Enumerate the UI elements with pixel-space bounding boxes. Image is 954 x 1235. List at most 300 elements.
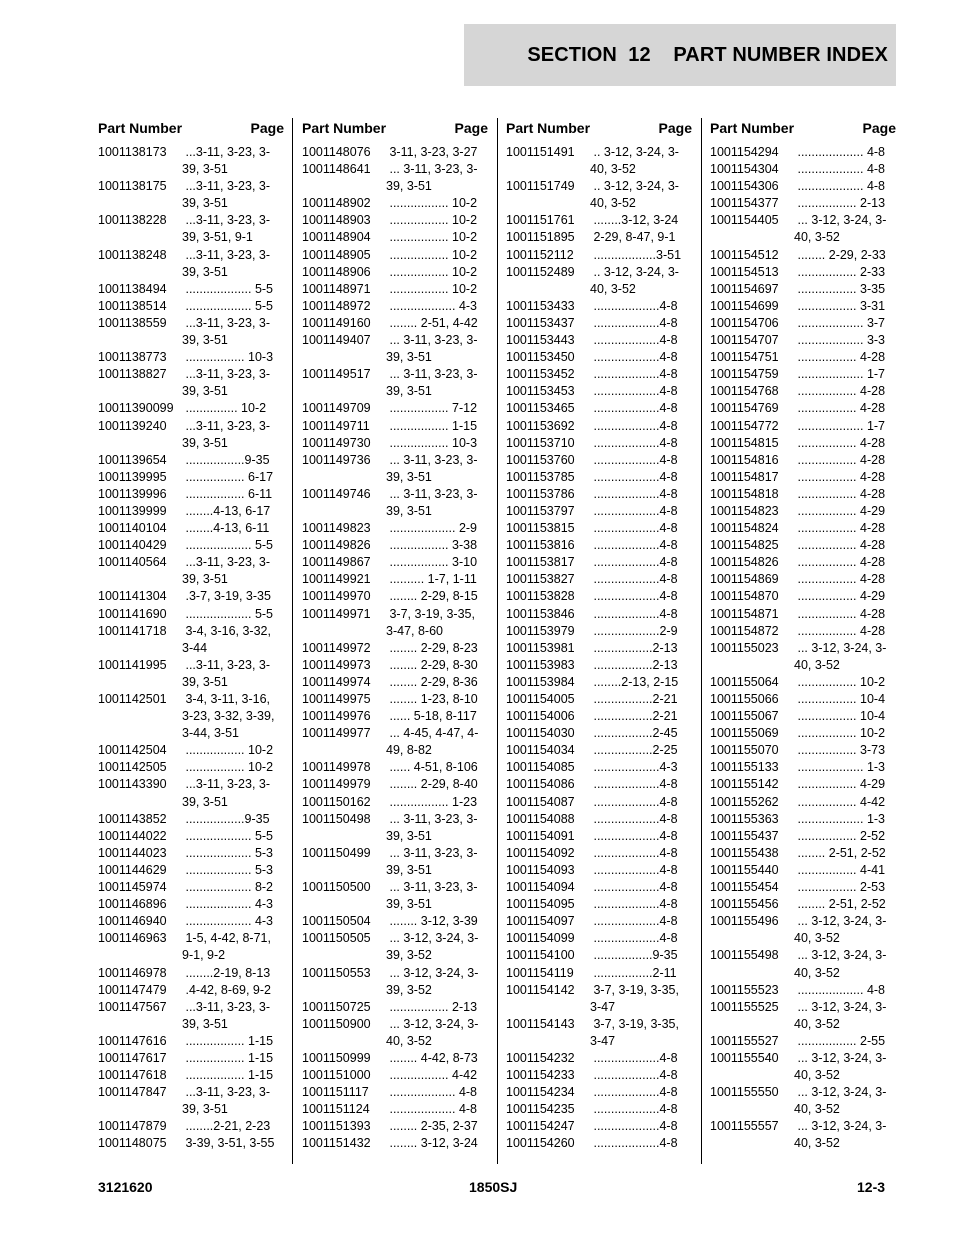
part-number: 1001154815	[710, 435, 779, 450]
part-number: 1001149709	[302, 401, 371, 416]
index-entry	[506, 725, 692, 742]
index-entry	[506, 503, 692, 520]
page-reference: ................. 10-3	[182, 350, 274, 365]
page-reference: ........ 2-29, 8-23	[386, 640, 478, 655]
page-reference: ...................4-8	[590, 401, 678, 416]
index-entry	[302, 1050, 488, 1067]
part-number: 1001145974	[98, 880, 167, 895]
part-number: 1001151000	[302, 1068, 371, 1083]
page-reference: ................. 1-15	[182, 1033, 274, 1048]
part-number: 1001147618	[98, 1068, 167, 1083]
part-number: 1001151432	[302, 1136, 371, 1151]
index-entry	[506, 571, 692, 588]
page-reference: 3-7, 3-19, 3-35, 3-47	[590, 1016, 679, 1048]
index-entry	[710, 1050, 896, 1084]
part-number: 1001151491	[506, 145, 575, 159]
page-reference: ... 3-12, 3-24, 3- 40, 3-52	[386, 1016, 479, 1048]
part-number: 1001154870	[710, 589, 779, 604]
index-entry	[98, 1084, 284, 1118]
part-number: 1001144022	[98, 828, 167, 843]
part-number: 1001154513	[710, 264, 779, 279]
index-entry	[98, 400, 284, 417]
page-reference: ........ 2-29, 2-33	[794, 247, 886, 262]
part-number: 1001154817	[710, 469, 779, 484]
index-entry	[302, 1067, 488, 1084]
part-number: 1001155456	[710, 897, 779, 912]
page-reference: ................... 5-3	[182, 845, 274, 860]
page-reference: ................. 10-2	[386, 264, 478, 279]
part-number: 1001147567	[98, 999, 167, 1014]
index-entry	[302, 144, 488, 161]
page-reference: ................. 1-15	[386, 418, 478, 433]
page-reference: ...................4-8	[590, 828, 678, 843]
page-reference: ................... 1-3	[794, 760, 886, 775]
index-entry	[302, 366, 488, 400]
page-reference: ...................4-8	[590, 931, 678, 946]
part-number: 1001148902	[302, 196, 371, 211]
index-entry	[710, 845, 896, 862]
part-number: 1001153786	[506, 486, 575, 501]
page-reference: ................. 10-2	[386, 247, 478, 262]
page-reference: .4-42, 8-69, 9-2	[182, 982, 271, 997]
index-entry	[302, 606, 488, 640]
page-reference: ................. 2-53	[794, 880, 886, 895]
index-entry	[710, 537, 896, 554]
index-entry	[506, 896, 692, 913]
page-reference: ...................4-8	[590, 486, 678, 501]
page-reference: ................... 4-3	[182, 914, 274, 929]
index-entry	[506, 913, 692, 930]
part-number: 1001141304	[98, 589, 167, 604]
page-reference: ................. 10-2	[794, 726, 886, 741]
part-number: 1001148971	[302, 281, 371, 296]
part-number: 1001152489	[506, 264, 575, 279]
part-number: 1001148904	[302, 230, 371, 245]
page-reference: 3-11, 3-23, 3-27	[386, 145, 478, 159]
index-column-3	[506, 118, 692, 1153]
index-entry	[506, 776, 692, 793]
index-entry	[98, 349, 284, 366]
index-entry	[302, 725, 488, 759]
part-number: 1001155440	[710, 862, 779, 877]
page-reference: ...................4-8	[590, 521, 678, 536]
page-reference: ........ 2-29, 8-36	[386, 674, 478, 689]
part-number: 1001151117	[302, 1085, 369, 1100]
part-number: 1001153979	[506, 623, 575, 638]
footer-doc-number: 3121620	[98, 1179, 153, 1195]
part-number: 1001154085	[506, 760, 575, 775]
page-reference: ...................4-8	[590, 794, 678, 809]
part-number: 1001150504	[302, 914, 371, 929]
part-number: 1001154706	[710, 315, 779, 330]
page-reference: ...................4-8	[590, 418, 678, 433]
part-number: 1001155066	[710, 692, 779, 706]
part-number: 1001154512	[710, 247, 779, 262]
index-entry	[710, 725, 896, 742]
index-entry	[506, 229, 692, 246]
index-entry	[98, 298, 284, 315]
index-entry	[710, 879, 896, 896]
part-number: 1001141718	[98, 623, 167, 638]
part-number: 1001149517	[302, 367, 371, 382]
footer-page-number: 12-3	[857, 1179, 886, 1195]
page-reference: ................. 1-23	[386, 794, 478, 809]
part-number: 1001155527	[710, 1033, 779, 1048]
page-reference: 3-4, 3-11, 3-16, 3-23, 3-32, 3-39, 3-44, 3-51	[182, 692, 275, 741]
index-entry	[710, 674, 896, 691]
page-reference: ...... 4-51, 8-106	[386, 760, 478, 775]
part-number: 1001154005	[506, 692, 575, 706]
index-entry	[302, 554, 488, 571]
page-reference: ... 3-11, 3-23, 3- 39, 3-51	[386, 811, 478, 843]
page-reference: ................... 2-9	[386, 521, 478, 536]
part-number: 1001150900	[302, 1016, 371, 1031]
page-reference: ................. 4-28	[794, 606, 886, 621]
page-reference: ................. 4-28	[794, 350, 886, 365]
page-reference: ................. 10-2	[386, 281, 478, 296]
index-entry	[302, 435, 488, 452]
page-reference: ........ 2-29, 8-15	[386, 589, 478, 604]
part-number: 1001153827	[506, 572, 575, 587]
page-reference: .................2-21	[590, 709, 678, 724]
part-number: 1001150505	[302, 931, 371, 946]
index-entry	[710, 982, 896, 999]
page-reference: ................... 4-3	[182, 897, 274, 912]
index-entry	[506, 349, 692, 366]
index-entry	[98, 366, 284, 400]
index-entry	[98, 811, 284, 828]
index-entry	[98, 469, 284, 486]
page-reference: ................. 4-28	[794, 435, 886, 450]
part-number: 1001150999	[302, 1050, 371, 1065]
part-number: 1001153465	[506, 401, 575, 416]
part-number: 1001148641	[302, 162, 371, 177]
part-number: 1001139240	[98, 418, 167, 433]
page-reference: ........ 3-12, 3-24	[386, 1136, 478, 1151]
page-reference: ........ 2-51, 2-52	[794, 845, 886, 860]
index-entry	[98, 144, 284, 178]
index-entry	[506, 264, 692, 298]
part-number: 1001149979	[302, 777, 371, 792]
part-number: 1001141995	[98, 657, 167, 672]
part-number: 1001139654	[98, 452, 167, 467]
page-reference: ................. 4-42	[794, 794, 886, 809]
part-number: 1001140429	[98, 538, 167, 553]
page-reference: ........2-13, 2-15	[590, 674, 679, 689]
index-entry	[710, 640, 896, 674]
page-reference: ...................4-3	[590, 760, 678, 775]
part-number: 1001150553	[302, 965, 371, 980]
part-number: 1001153984	[506, 674, 575, 689]
page-reference: ................. 4-28	[794, 572, 886, 587]
index-entry	[710, 606, 896, 623]
index-entry	[506, 759, 692, 776]
page-reference: ............... 10-2	[182, 401, 267, 416]
page-reference: ................. 10-4	[794, 692, 886, 706]
index-entry	[98, 606, 284, 623]
page-reference: ........3-12, 3-24	[590, 213, 679, 228]
index-entry	[506, 862, 692, 879]
part-number: 1001149711	[302, 418, 370, 433]
index-entry	[302, 571, 488, 588]
part-number: 1001154100	[506, 948, 575, 963]
page-reference: ...................4-8	[590, 538, 678, 553]
index-column-4	[710, 118, 896, 1153]
part-number: 1001154233	[506, 1068, 575, 1083]
part-number: 1001143390	[98, 777, 167, 792]
index-entry	[302, 264, 488, 281]
page-reference: ................. 6-17	[182, 469, 274, 484]
page-reference: ................... 5-5	[182, 606, 274, 621]
index-entry	[302, 1101, 488, 1118]
index-entry	[98, 315, 284, 349]
index-entry	[506, 315, 692, 332]
page-reference: ...................4-8	[590, 1102, 678, 1117]
index-entry	[710, 742, 896, 759]
page-reference: .................2-13	[590, 657, 678, 672]
column-header	[506, 118, 692, 144]
page-reference: ................. 4-28	[794, 452, 886, 467]
part-number: 1001149971	[302, 606, 371, 621]
page-reference: ........ 2-51, 4-42	[386, 315, 478, 330]
part-number: 1001138494	[98, 281, 167, 296]
index-entry	[710, 435, 896, 452]
part-number: 1001149746	[302, 486, 371, 501]
part-number: 1001153453	[506, 384, 575, 399]
part-number: 1001149160	[302, 315, 371, 330]
part-number: 10011390099	[98, 401, 174, 416]
page-reference: ........ 1-23, 8-10	[386, 692, 478, 706]
part-number: 1001151124	[302, 1102, 370, 1117]
index-entry	[98, 896, 284, 913]
part-number: 1001155540	[710, 1050, 779, 1065]
index-column-2	[302, 118, 488, 1153]
page-reference: ...................4-8	[590, 777, 678, 792]
page-reference: ...................4-8	[590, 862, 678, 877]
page-reference: .................9-35	[182, 452, 270, 467]
index-entry	[506, 1016, 692, 1050]
part-number: 1001154093	[506, 862, 575, 877]
part-number: 1001155023	[710, 640, 779, 655]
part-number: 1001149974	[302, 674, 371, 689]
page-reference: ...................4-8	[590, 1050, 678, 1065]
index-entry	[710, 828, 896, 845]
part-number: 1001146896	[98, 897, 167, 912]
page-reference: ...................4-8	[590, 298, 678, 313]
index-entry	[98, 178, 284, 212]
part-number: 1001153452	[506, 367, 575, 382]
index-entry	[710, 811, 896, 828]
part-number: 1001155550	[710, 1085, 779, 1100]
page-reference: ........ 2-29, 8-30	[386, 657, 478, 672]
index-entry	[710, 520, 896, 537]
page-reference: 1-5, 4-42, 8-71, 9-1, 9-2	[182, 931, 271, 963]
part-number: 1001149407	[302, 333, 371, 348]
page-reference: ...................4-8	[590, 435, 678, 450]
page-reference: ...3-11, 3-23, 3- 39, 3-51	[182, 555, 271, 587]
index-entry	[98, 486, 284, 503]
part-number: 1001155498	[710, 948, 779, 963]
page-reference: .................2-11	[590, 965, 677, 980]
page-reference: ...................4-8	[590, 572, 678, 587]
index-entry	[506, 947, 692, 964]
page-reference: ................... 5-5	[182, 828, 274, 843]
page-reference: ................. 3-10	[386, 555, 478, 570]
page-reference: ................... 4-8	[386, 1102, 478, 1117]
index-entry	[506, 452, 692, 469]
index-entry	[506, 1084, 692, 1101]
index-entry	[506, 435, 692, 452]
part-number-heading: Part Number	[98, 120, 183, 136]
index-entry	[710, 195, 896, 212]
index-entry	[302, 691, 488, 708]
page-reference: ........4-13, 6-11	[182, 521, 270, 536]
page-reference: ........ 2-51, 2-52	[794, 897, 886, 912]
part-number: 1001149730	[302, 435, 371, 450]
page-reference: ...................4-8	[590, 503, 678, 518]
page-reference: ... 3-11, 3-23, 3- 39, 3-51	[386, 367, 478, 399]
page-reference: ...3-11, 3-23, 3- 39, 3-51	[182, 179, 271, 211]
part-number: 1001155523	[710, 982, 779, 997]
part-number: 1001154768	[710, 384, 779, 399]
part-number: 1001153846	[506, 606, 575, 621]
part-number: 1001154232	[506, 1050, 575, 1065]
index-entry	[98, 1118, 284, 1135]
page-reference: ........4-13, 6-17	[182, 503, 271, 518]
part-number: 1001152112	[506, 247, 574, 262]
index-entry	[302, 229, 488, 246]
part-number: 1001153817	[506, 555, 575, 570]
page-reference: ...................4-8	[590, 606, 678, 621]
index-entry	[98, 520, 284, 537]
page-reference: ................. 4-42	[386, 1068, 478, 1083]
part-number: 1001154818	[710, 486, 779, 501]
index-entry	[710, 571, 896, 588]
index-entry	[710, 759, 896, 776]
index-entry	[506, 1118, 692, 1135]
page-reference: ... 3-12, 3-24, 3- 40, 3-52	[794, 948, 887, 980]
index-entry	[710, 623, 896, 640]
page-reference: ................. 3-35	[794, 281, 886, 296]
index-entry	[98, 503, 284, 520]
index-entry	[506, 879, 692, 896]
page-reference: ...................4-8	[590, 333, 678, 348]
page-reference: ...................4-8	[590, 367, 678, 382]
part-number: 1001154405	[710, 213, 779, 228]
part-number: 1001153785	[506, 469, 575, 484]
page-reference: ...................4-8	[590, 811, 678, 826]
part-number: 1001154825	[710, 538, 779, 553]
part-number: 1001142504	[98, 743, 167, 758]
page-reference: ................... 4-8	[794, 982, 886, 997]
part-number: 1001151895	[506, 230, 575, 245]
index-entry	[710, 691, 896, 708]
page-reference: ................. 10-2	[386, 230, 478, 245]
page-reference: .. 3-12, 3-24, 3- 40, 3-52	[590, 179, 679, 211]
index-entry	[98, 1135, 284, 1152]
index-entry	[302, 1135, 488, 1152]
index-entry	[506, 794, 692, 811]
part-number: 1001141690	[98, 606, 167, 621]
page-reference: .......... 1-7, 1-11	[386, 572, 477, 587]
index-entry	[710, 383, 896, 400]
index-entry	[506, 212, 692, 229]
part-number: 1001154030	[506, 726, 575, 741]
page-reference: ................. 10-2	[386, 196, 478, 211]
page-reference: ... 3-12, 3-24, 3- 40, 3-52	[794, 1085, 887, 1117]
part-number: 1001149736	[302, 452, 371, 467]
index-entry	[710, 469, 896, 486]
page-reference: ................. 4-28	[794, 486, 886, 501]
index-entry	[710, 281, 896, 298]
page-reference: ................... 3-7	[794, 315, 886, 330]
index-column-1	[98, 118, 284, 1153]
page-reference: 3-7, 3-19, 3-35, 3-47	[590, 982, 679, 1014]
part-number: 1001154095	[506, 897, 575, 912]
page-reference: ...... 5-18, 8-117	[386, 709, 477, 724]
index-entry	[506, 1067, 692, 1084]
part-number: 1001148076	[302, 145, 371, 159]
index-entry	[98, 623, 284, 657]
part-number: 1001155454	[710, 880, 779, 895]
index-entry	[506, 400, 692, 417]
part-number: 1001149970	[302, 589, 371, 604]
part-number: 1001147879	[98, 1119, 167, 1134]
index-entry	[710, 1118, 896, 1152]
part-number: 1001154094	[506, 880, 575, 895]
index-entry	[98, 930, 284, 964]
part-number: 1001154824	[710, 521, 779, 536]
page-reference: ................. 10-2	[182, 760, 274, 775]
page-reference: ................... 5-5	[182, 538, 274, 553]
index-entry	[710, 708, 896, 725]
index-entry	[710, 400, 896, 417]
index-entry	[506, 1135, 692, 1152]
index-entry	[506, 674, 692, 691]
column-header	[302, 118, 488, 144]
index-entry	[302, 298, 488, 315]
part-number: 1001139999	[98, 503, 167, 518]
part-number: 1001153433	[506, 298, 575, 313]
section-header	[464, 24, 896, 86]
page-reference: ................. 4-29	[794, 777, 886, 792]
page-reference: ...................2-9	[590, 623, 678, 638]
page-reference: ...3-11, 3-23, 3- 39, 3-51	[182, 367, 271, 399]
page-reference: .. 3-12, 3-24, 3- 40, 3-52	[590, 145, 679, 177]
part-number-heading: Part Number	[506, 120, 591, 136]
index-entry	[506, 828, 692, 845]
index-entry	[710, 332, 896, 349]
page-reference: ................. 4-41	[794, 862, 886, 877]
page-reference: ................. 2-33	[794, 264, 886, 279]
index-entry	[98, 452, 284, 469]
part-number: 1001153760	[506, 452, 575, 467]
index-entry	[302, 845, 488, 879]
part-number: 1001154087	[506, 794, 575, 809]
page-reference: ...................4-8	[590, 452, 678, 467]
index-entry	[98, 657, 284, 691]
index-entry	[302, 776, 488, 793]
page-reference: .. 3-12, 3-24, 3- 40, 3-52	[590, 264, 679, 296]
page-reference: ...................4-8	[590, 897, 678, 912]
index-entry	[302, 674, 488, 691]
part-number: 1001154759	[710, 367, 779, 382]
index-entry	[302, 418, 488, 435]
index-entry	[506, 623, 692, 640]
part-number: 1001153692	[506, 418, 575, 433]
page-reference: ................. 4-28	[794, 469, 886, 484]
part-number: 1001154697	[710, 281, 779, 296]
